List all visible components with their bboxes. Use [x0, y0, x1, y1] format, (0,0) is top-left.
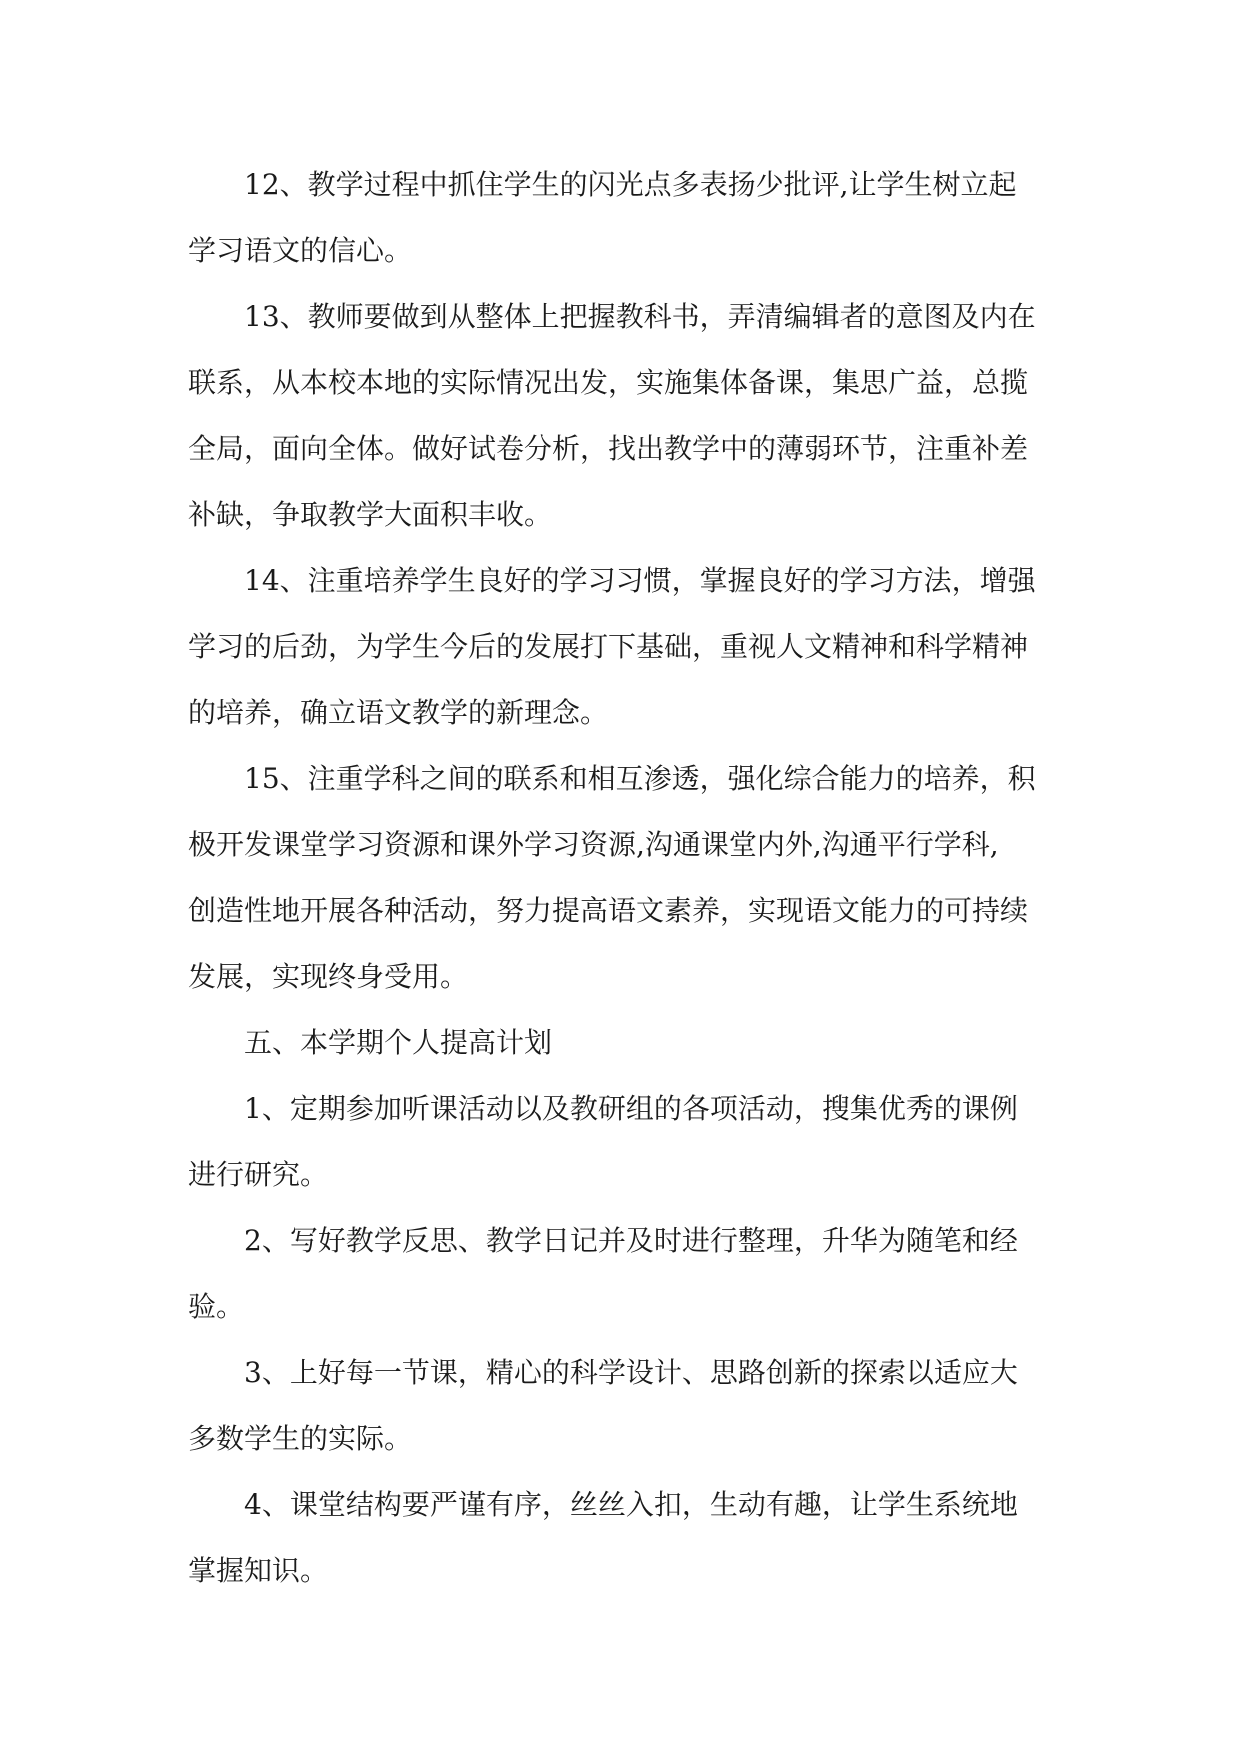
text-line: 发展，实现终身受用。: [188, 960, 469, 993]
text-line: 3、上好每一节课，精心的科学设计、思路创新的探索以适应大: [244, 1356, 1018, 1389]
plan-item-4: [188, 1472, 1068, 1604]
section-heading-5: [188, 1010, 1068, 1076]
plan-item-3: [188, 1340, 1068, 1472]
text-line: 的培养，确立语文教学的新理念。: [188, 696, 609, 729]
document-body: [188, 152, 1068, 1604]
text-line: 极开发课堂学习资源和课外学习资源,沟通课堂内外,沟通平行学科,: [188, 828, 999, 861]
text-line: 掌握知识。: [188, 1554, 329, 1587]
section-heading: 五、本学期个人提高计划: [244, 1026, 553, 1059]
text-line: 多数学生的实际。: [188, 1422, 413, 1455]
text-line: 验。: [188, 1290, 245, 1323]
text-line: 2、写好教学反思、教学日记并及时进行整理，升华为随笔和经: [244, 1224, 1018, 1257]
text-line: 创造性地开展各种活动，努力提高语文素养，实现语文能力的可持续: [188, 894, 1029, 927]
text-line: 联系，从本校本地的实际情况出发，实施集体备课，集思广益，总揽: [188, 366, 1029, 399]
plan-item-2: [188, 1208, 1068, 1340]
text-line: 1、定期参加听课活动以及教研组的各项活动，搜集优秀的课例: [244, 1092, 1018, 1125]
paragraph-13: [188, 284, 1068, 548]
text-line: 13、教师要做到从整体上把握教科书，弄清编辑者的意图及内在: [244, 300, 1036, 333]
paragraph-12: [188, 152, 1068, 284]
paragraph-14: [188, 548, 1068, 746]
text-line: 学习的后劲，为学生今后的发展打下基础，重视人文精神和科学精神: [188, 630, 1029, 663]
text-line: 补缺，争取教学大面积丰收。: [188, 498, 553, 531]
text-line: 14、注重培养学生良好的学习习惯，掌握良好的学习方法，增强: [244, 564, 1036, 597]
text-line: 12、教学过程中抓住学生的闪光点多表扬少批评,让学生树立起: [244, 168, 1017, 201]
text-line: 4、课堂结构要严谨有序，丝丝入扣，生动有趣，让学生系统地: [244, 1488, 1018, 1521]
text-line: 进行研究。: [188, 1158, 329, 1191]
plan-item-1: [188, 1076, 1068, 1208]
text-line: 15、注重学科之间的联系和相互渗透，强化综合能力的培养，积: [244, 762, 1036, 795]
text-line: 全局，面向全体。做好试卷分析，找出教学中的薄弱环节，注重补差: [188, 432, 1029, 465]
text-line: 学习语文的信心。: [188, 234, 413, 267]
paragraph-15: [188, 746, 1068, 1010]
